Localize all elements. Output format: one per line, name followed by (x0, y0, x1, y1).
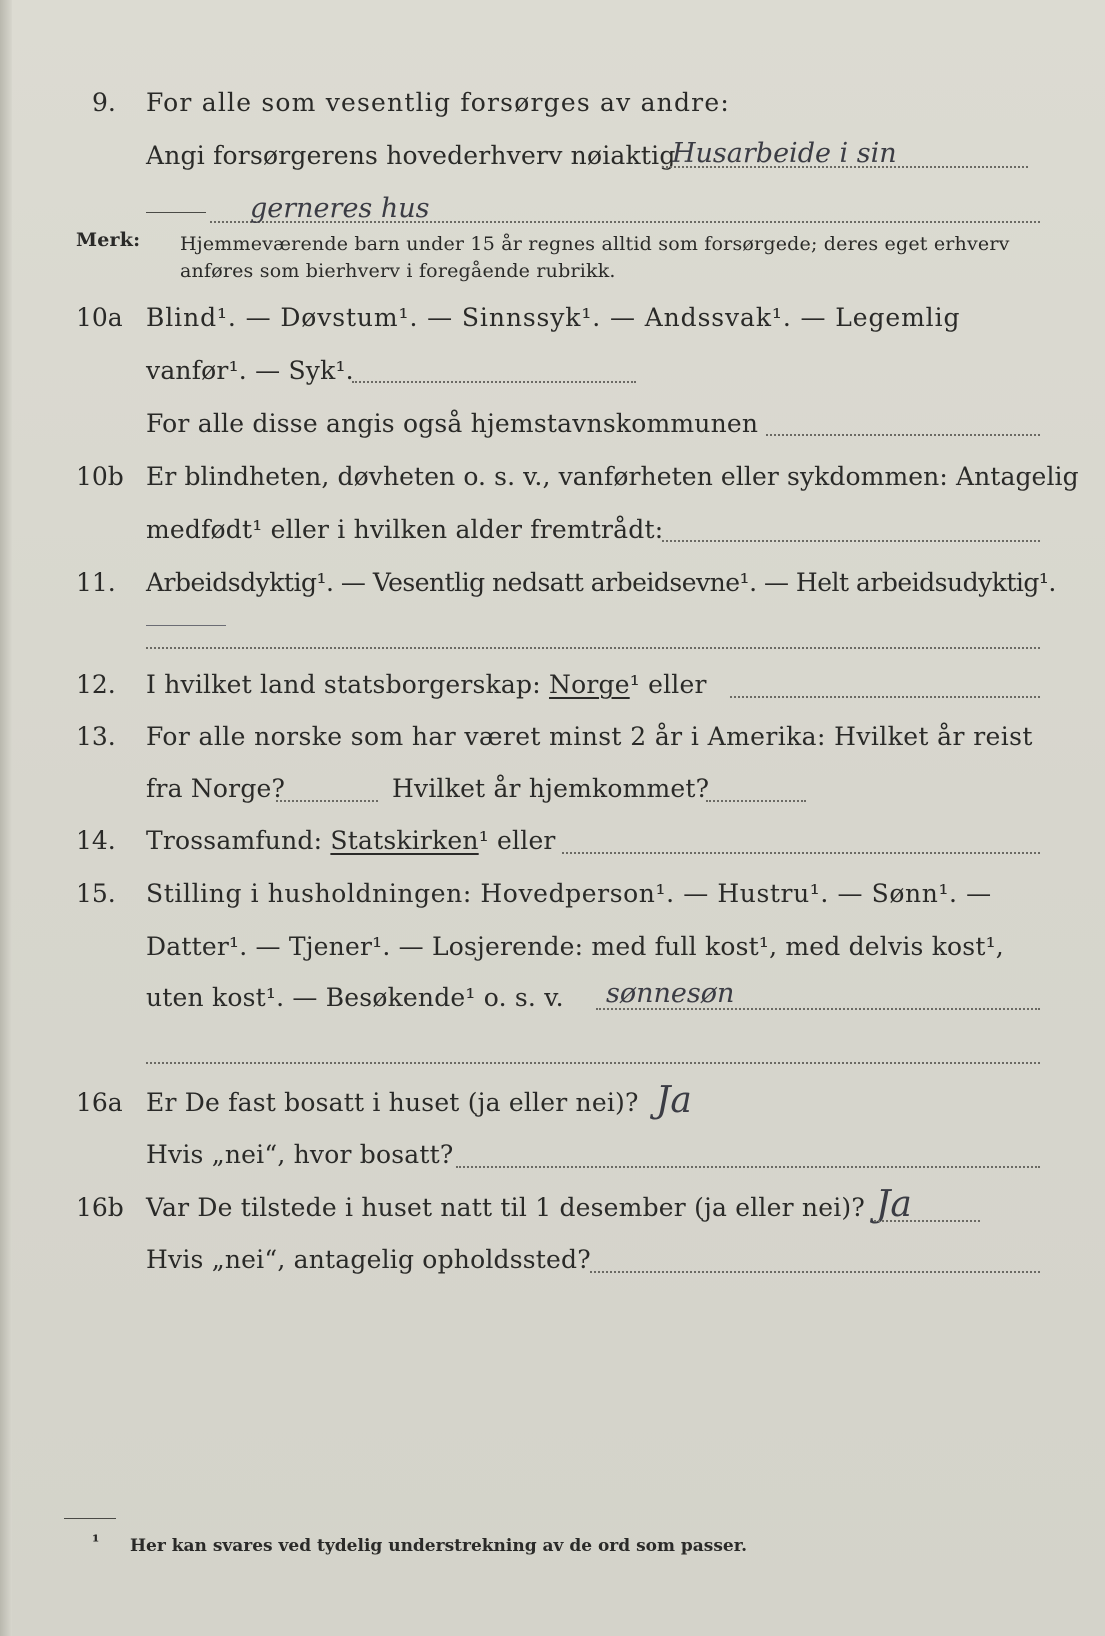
q13-answer-line2 (706, 800, 806, 802)
q11-answer-line (146, 647, 1040, 649)
q16b-handwritten-answer: Ja (876, 1184, 912, 1225)
q16b-line1: Var De tilstede i huset natt til 1 desember (ja eller nei)? (146, 1193, 865, 1222)
q11-line1: Arbeidsdyktig¹. — Vesentlig nedsatt arbeidsevne¹. — Helt arbeidsudyktig¹. (146, 568, 1056, 597)
footnote-rule (64, 1518, 116, 1519)
q12-eller: ¹ eller (629, 670, 707, 699)
q9-handwritten-answer2: gerneres hus (250, 193, 430, 224)
q16b-answer-line2 (590, 1271, 1040, 1273)
q16a-line1: Er De fast bosatt i huset (ja eller nei)? (146, 1088, 639, 1117)
q15-answer-line2 (146, 1062, 1040, 1064)
q10a-line1: Blind¹. — Døvstum¹. — Sinnssyk¹. — Andssvak¹. — Legemlig (146, 303, 961, 332)
q13-line2b: Hvilket år hjemkommet? (392, 774, 710, 803)
q14-statskirken-underlined: Statskirken (330, 826, 479, 855)
q14-eller: ¹ eller (478, 826, 556, 855)
q13-line1: For alle norske som har været minst 2 år i Amerika: Hvilket år reist (146, 722, 1033, 751)
q9-dash (146, 212, 206, 213)
q11-number: 11. (76, 568, 116, 597)
q14-line (146, 826, 556, 856)
q13-line2a: fra Norge? (146, 774, 286, 803)
q12-text: I hvilket land statsborgerskap: (146, 670, 541, 699)
q9-line1: For alle som vesentlig forsørges av andre: (146, 88, 730, 117)
q10a-line3: For alle disse angis også hjemstavnskommunen (146, 409, 759, 438)
q10b-line2: medfødt¹ eller i hvilken alder fremtrådt: (146, 515, 664, 544)
q16b-line2: Hvis „nei“, antagelig opholdssted? (146, 1245, 591, 1274)
q15-line1: Stilling i husholdningen: Hovedperson¹. — Hustru¹. — Sønn¹. — (146, 879, 992, 908)
q12-line (146, 670, 707, 700)
q12-norge-underlined: Norge (549, 670, 630, 699)
q15-number: 15. (76, 879, 116, 908)
q15-line2: Datter¹. — Tjener¹. — Losjerende: med full kost¹, med delvis kost¹, (146, 932, 1004, 961)
q16a-answer-line (456, 1166, 1040, 1168)
q16a-number: 16a (76, 1088, 123, 1117)
q16b-number: 16b (76, 1193, 124, 1222)
q12-answer-line (730, 696, 1040, 698)
merk-line2: anføres som bierhverv i foregående rubrikk. (180, 260, 616, 282)
footnote-mark: ¹ (92, 1532, 100, 1552)
merk-label: Merk: (76, 229, 141, 251)
q16a-handwritten-answer: Ja (656, 1080, 692, 1121)
q16b-answer-line1 (874, 1220, 980, 1222)
q13-answer-line1 (276, 800, 378, 802)
q10a-answer-line1 (352, 381, 636, 383)
q14-text: Trossamfund: (146, 826, 323, 855)
q15-handwritten-answer: sønnesøn (606, 978, 735, 1009)
footnote-text: Her kan svares ved tydelig understrekning av de ord som passer. (130, 1536, 748, 1556)
q10a-line2: vanfør¹. — Syk¹. (146, 356, 354, 385)
page-edge-shadow (0, 0, 12, 1636)
q9-handwritten-answer1: Husarbeide i sin (672, 138, 897, 169)
q15-line3: uten kost¹. — Besøkende¹ o. s. v. (146, 983, 564, 1012)
q10a-number: 10a (76, 303, 123, 332)
q10b-line1: Er blindheten, døvheten o. s. v., vanførheten eller sykdommen: Antagelig (146, 462, 1079, 491)
q11-handwritten-dash (146, 625, 226, 626)
q16a-line2: Hvis „nei“, hvor bosatt? (146, 1140, 454, 1169)
merk-line1: Hjemmeværende barn under 15 år regnes alltid som forsørgede; deres eget erhverv (180, 233, 1010, 255)
q12-number: 12. (76, 670, 116, 699)
q13-number: 13. (76, 722, 116, 751)
q14-number: 14. (76, 826, 116, 855)
q14-answer-line (562, 852, 1040, 854)
q10a-answer-line2 (766, 434, 1040, 436)
q9-number: 9. (92, 88, 116, 117)
q10b-number: 10b (76, 462, 124, 491)
q9-line2: Angi forsørgerens hovederhverv nøiaktig (146, 141, 676, 170)
q10b-answer-line (662, 540, 1040, 542)
